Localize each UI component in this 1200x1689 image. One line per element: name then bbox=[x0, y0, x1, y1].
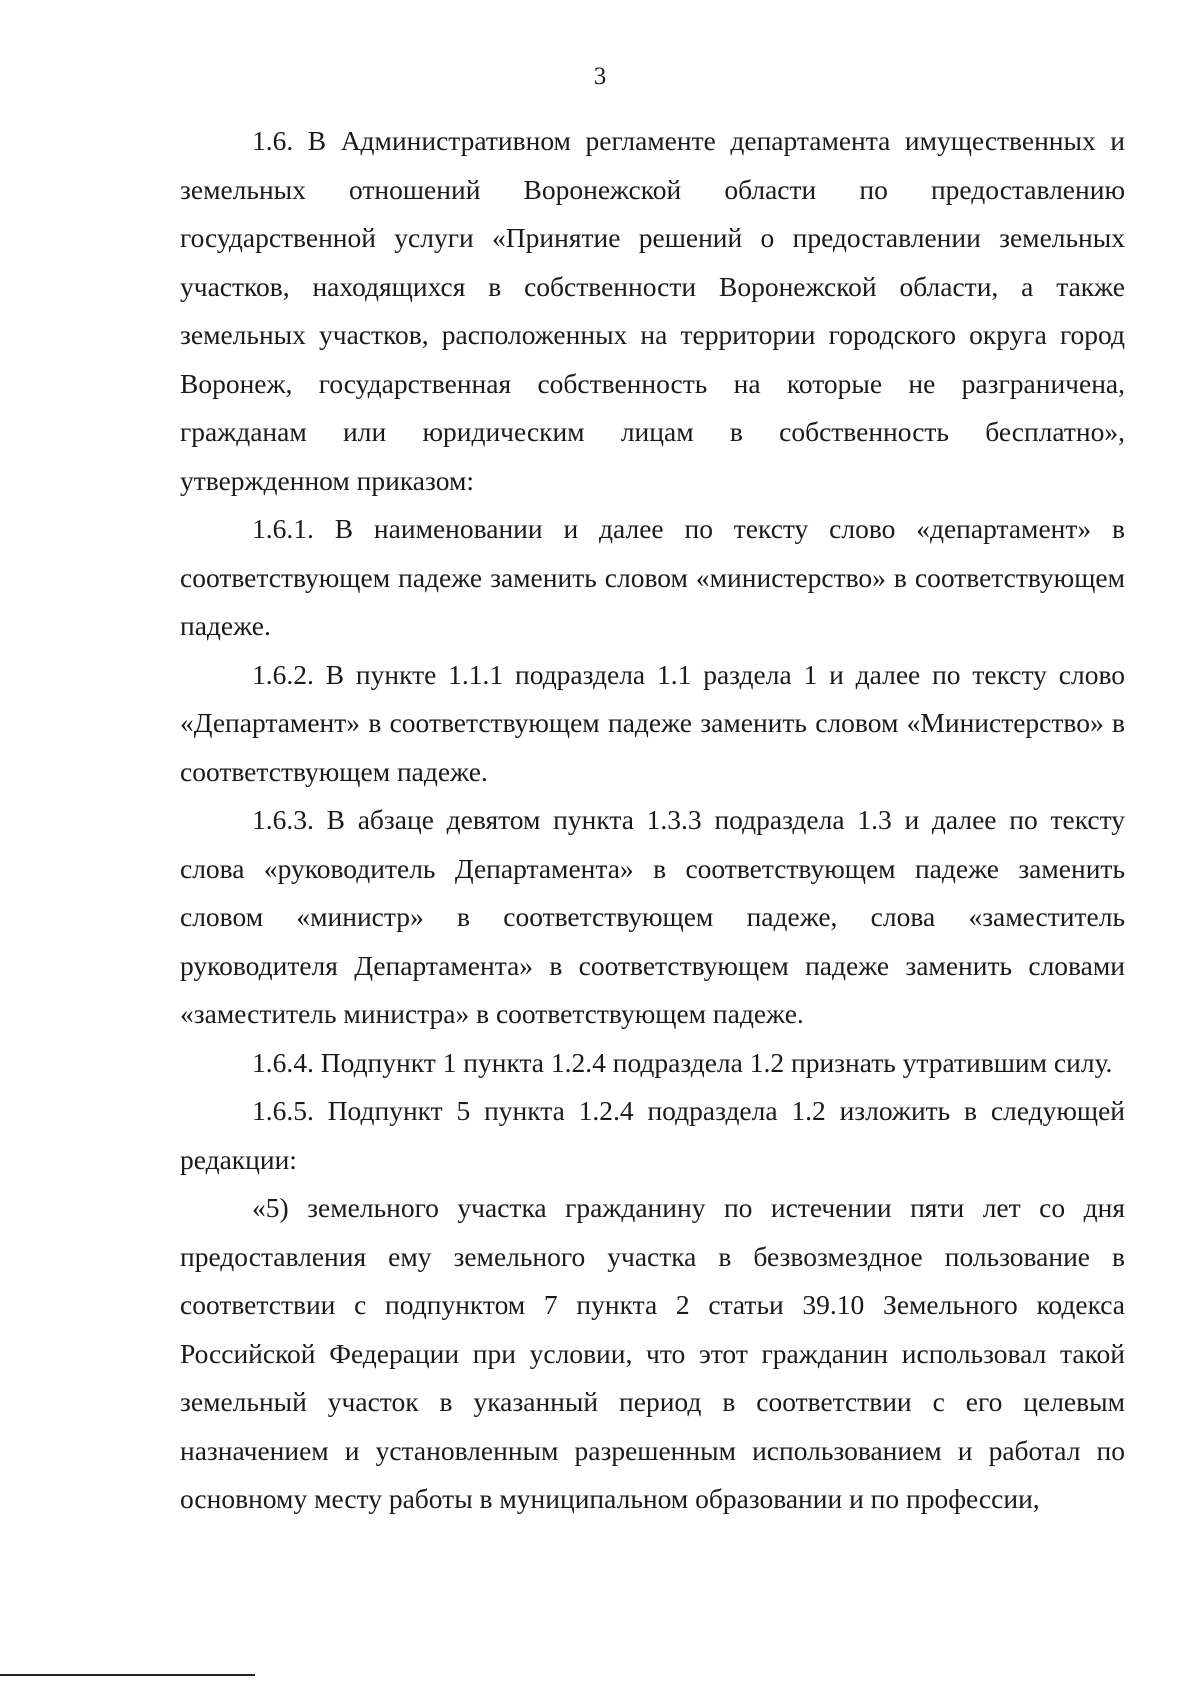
paragraph-1-6: 1.6. В Административном регламенте департамента имущественных и земельных отношений Воронежской области по предоставлению государственной услуги «Принятие решений о предоставлении земельных участков, находящихся в собственности Воронежской области, а также земельных участков, расположенных на территории городского округа город Воронеж, государственная собственность на которые не разграничена, гражданам или юридическим лицам в собственность бесплатно», утвержденном приказом: bbox=[180, 125, 1125, 496]
paragraph-1-6-2: 1.6.2. В пункте 1.1.1 подраздела 1.1 раздела 1 и далее по тексту слово «Департамент» в соответствующем падеже заменить словом «Министерство» в соответствующем падеже. bbox=[180, 658, 1125, 787]
page-number: 3 bbox=[593, 63, 607, 90]
footer-rule bbox=[0, 1674, 255, 1676]
paragraph-1-6-4: 1.6.4. Подпункт 1 пункта 1.2.4 подраздела 1.2 признать утратившим силу. bbox=[252, 1046, 1113, 1078]
document-body bbox=[180, 117, 1125, 1524]
paragraph-1-6-1: 1.6.1. В наименовании и далее по тексту слово «департамент» в соответствующем падеже заменить словом «министерство» в соответствующем падеже. bbox=[180, 513, 1125, 641]
paragraph-1-6-5: 1.6.5. Подпункт 5 пункта 1.2.4 подраздела 1.2 изложить в следующей редакции: bbox=[180, 1095, 1125, 1175]
paragraph-quote-5: «5) земельного участка гражданину по истечении пяти лет со дня предоставления ему земельного участка в безвозмездное пользование в соответствии с подпунктом 7 пункта 2 статьи 39.10 Земельного кодекса Российской Федерации при условии, что этот гражданин использовал такой земельный участок в указанный период в соответствии с его целевым назначением и установленным разрешенным использованием и работал по основному месту работы в муниципальном образовании и по профессии, bbox=[180, 1192, 1125, 1514]
paragraph-1-6-3: 1.6.3. В абзаце девятом пункта 1.3.3 подраздела 1.3 и далее по тексту слова «руководитель Департамента» в соответствующем падеже заменить словом «министр» в соответствующем падеже, слова «заместитель руководителя Департамента» в соответствующем падеже заменить словами «заместитель министра» в соответствующем падеже. bbox=[180, 804, 1125, 1029]
